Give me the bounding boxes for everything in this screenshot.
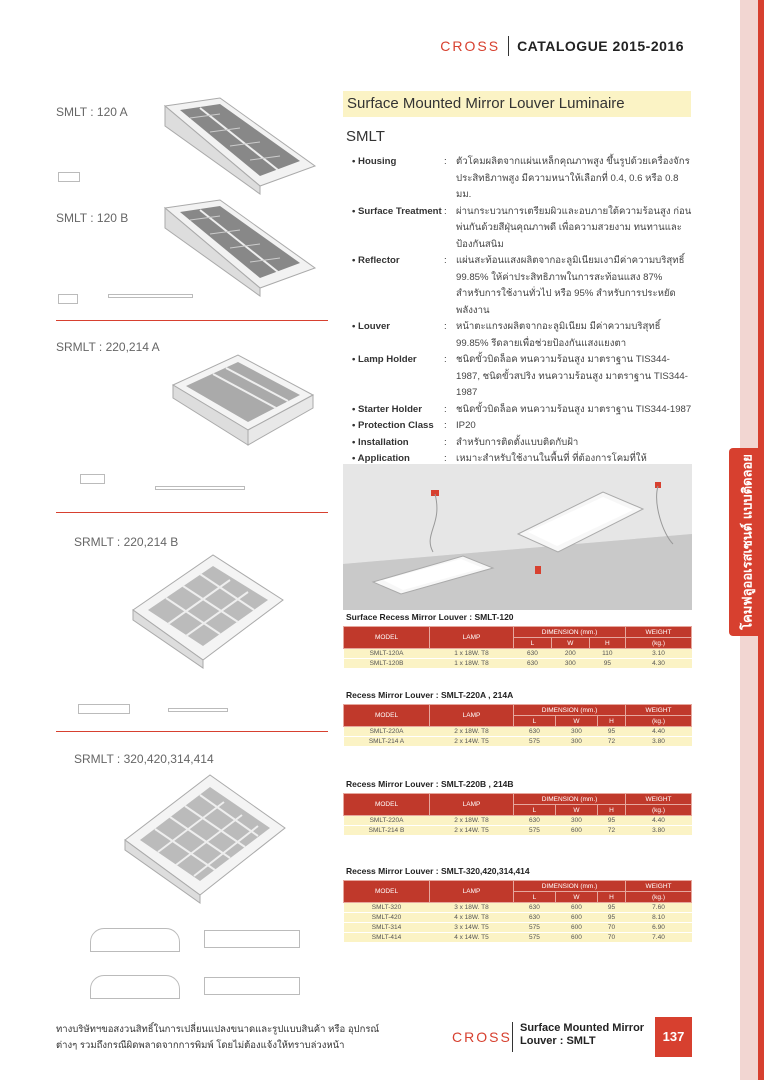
dimension-drawing (58, 172, 80, 182)
header-l: L (514, 892, 556, 903)
product-label: SRMLT : 220,214 B (74, 535, 179, 549)
spec-colon: : (444, 321, 447, 332)
spec-row (352, 154, 692, 204)
table-cell: 300 (555, 727, 597, 737)
spec-key: • Lamp Holder (352, 354, 417, 365)
table-cell: 200 (551, 649, 589, 659)
table-cell: SMLT-214 A (344, 737, 430, 747)
table-cell: SMLT-320 (344, 903, 430, 913)
header-dimension: DIMENSION (mm.) (514, 794, 626, 805)
spec-value: ชนิดขั้วบิดล็อค ทนความร้อนสูง มาตราฐาน TIS344-1987 (456, 403, 692, 415)
footer-disclaimer (56, 1022, 379, 1054)
spec-list (352, 154, 692, 517)
table-cell: 300 (555, 737, 597, 747)
table-cell: 2 x 18W. T8 (430, 816, 514, 826)
product-image (160, 198, 320, 298)
header-dimension: DIMENSION (mm.) (514, 881, 626, 892)
table-cell: 1 x 18W. T8 (430, 659, 514, 669)
table-cell: 4.40 (626, 727, 692, 737)
table-cell: 95 (597, 903, 625, 913)
table-cell: 600 (555, 913, 597, 923)
spec-key: • Starter Holder (352, 403, 422, 415)
divider-line (56, 320, 328, 321)
product-label: SRMLT : 320,420,314,414 (74, 752, 214, 766)
header-w: W (555, 716, 597, 727)
table-cell: 4 x 14W. T5 (430, 933, 514, 943)
table-cell: SMLT-220A (344, 727, 430, 737)
dimension-drawing (78, 704, 130, 714)
table-cell: 1 x 18W. T8 (430, 649, 514, 659)
table-cell: SMLT-120B (344, 659, 430, 669)
footer-title-line: Surface Mounted Mirror (520, 1022, 645, 1034)
table-cell: 575 (514, 826, 556, 836)
product-title: Surface Mounted Mirror Louver Luminaire (347, 95, 625, 112)
header-lamp: LAMP (430, 705, 514, 727)
spec-row (352, 418, 692, 435)
divider-line (56, 731, 328, 732)
spec-colon: : (444, 156, 447, 167)
dimension-drawing (204, 977, 300, 995)
table-cell: 8.10 (626, 913, 692, 923)
table-cell: 600 (555, 826, 597, 836)
table-cell: 4 x 18W. T8 (430, 913, 514, 923)
header-kg: (kg.) (626, 638, 692, 649)
table-cell: 575 (514, 923, 556, 933)
table-cell: 4.30 (626, 659, 692, 669)
table-cell: 7.40 (626, 933, 692, 943)
header-dimension: DIMENSION (mm.) (514, 705, 626, 716)
table-row (344, 649, 692, 659)
table-cell: 2 x 18W. T8 (430, 727, 514, 737)
table-cell: SMLT-214 B (344, 826, 430, 836)
table-cell: 575 (514, 933, 556, 943)
table-cell: 4.40 (626, 816, 692, 826)
product-image (168, 350, 318, 450)
model-code: SMLT (346, 128, 385, 145)
table-cell: 3.10 (626, 649, 692, 659)
header-weight: WEIGHT (626, 627, 692, 638)
spec-colon: : (444, 403, 447, 415)
spec-value: ชนิดขั้วบิดล็อค ทนความร้อนสูง มาตราฐาน TIS344-1987, ชนิดขั้วสปริง ทนความร้อนสูง มาตราฐาน TIS344-1987 (456, 354, 688, 398)
table-row (344, 816, 692, 826)
table-title: Surface Recess Mirror Louver : SMLT-120 (346, 612, 514, 622)
spec-table (343, 880, 692, 943)
header-weight: WEIGHT (626, 794, 692, 805)
footer-brand-logo: CROSS (452, 1029, 512, 1045)
footer-title (520, 1022, 644, 1048)
table-cell: 630 (514, 659, 552, 669)
spec-key: • Application (352, 453, 410, 464)
disclaimer-line: ต่างๆ รวมถึงกรณีผิดพลาดจากการพิมพ์ โดยไม่ต้องแจ้งให้ทราบล่วงหน้า (56, 1040, 345, 1051)
section-tab (729, 448, 764, 636)
table-cell: 6.90 (626, 923, 692, 933)
table-cell: 630 (514, 913, 556, 923)
spec-colon: : (444, 354, 447, 365)
spec-table (343, 704, 692, 747)
table-cell: SMLT-220A (344, 816, 430, 826)
table-row (344, 727, 692, 737)
spec-table (343, 793, 692, 836)
page-number: 137 (655, 1017, 692, 1057)
header-kg: (kg.) (626, 892, 692, 903)
table-header-row (344, 794, 692, 805)
product-label: SMLT : 120 A (56, 105, 128, 119)
spec-value: เหมาะสำหรับใช้งานในพื้นที่ ที่ต้องการโคมที่ให้ (456, 453, 647, 464)
table-header-row (344, 705, 692, 716)
spec-key: • Surface Treatment (352, 205, 442, 217)
dimension-drawing (80, 474, 105, 484)
table-cell: 72 (597, 737, 625, 747)
product-title-bar (343, 91, 691, 117)
spec-row (352, 352, 692, 402)
spec-row (352, 435, 692, 452)
header-lamp: LAMP (430, 627, 514, 649)
dimension-drawing (155, 486, 245, 490)
header-model: MODEL (344, 705, 430, 727)
header-w: W (551, 638, 589, 649)
header-weight: WEIGHT (626, 705, 692, 716)
table-cell: 110 (589, 649, 625, 659)
page-header (440, 36, 684, 56)
dimension-drawing (90, 975, 180, 999)
header-h: H (589, 638, 625, 649)
table-cell: 95 (589, 659, 625, 669)
table-cell: 95 (597, 727, 625, 737)
table-cell: 600 (555, 933, 597, 943)
header-weight: WEIGHT (626, 881, 692, 892)
table-title: Recess Mirror Louver : SMLT-320,420,314,414 (346, 866, 530, 876)
table-row (344, 913, 692, 923)
header-h: H (597, 892, 625, 903)
table-cell: 3.80 (626, 826, 692, 836)
dimension-drawing (58, 294, 78, 304)
spec-value: แผ่นสะท้อนแสงผลิตจากอะลูมิเนียมเงามีค่าความบริสุทธิ์ 99.85% ให้ค่าประสิทธิภาพในการสะท้อนแสง 87% สำหรับการใช้งานทั่วไป หรือ 95% สำหรับการประหยัดพลังงาน (456, 255, 685, 316)
spec-table (343, 626, 692, 669)
header-dimension: DIMENSION (mm.) (514, 627, 626, 638)
table-header-row (344, 627, 692, 638)
header-lamp: LAMP (430, 881, 514, 903)
header-kg: (kg.) (626, 716, 692, 727)
spec-row (352, 253, 692, 319)
table-row (344, 903, 692, 913)
table-cell: 2 x 14W. T5 (430, 737, 514, 747)
header-l: L (514, 805, 556, 816)
header-model: MODEL (344, 627, 430, 649)
spec-colon: : (444, 436, 447, 448)
catalogue-title: CATALOGUE 2015-2016 (517, 38, 684, 54)
table-cell: SMLT-420 (344, 913, 430, 923)
spec-row (352, 402, 692, 419)
table-row (344, 933, 692, 943)
spec-row (352, 319, 692, 352)
spec-row (352, 204, 692, 254)
product-label: SRMLT : 220,214 A (56, 340, 160, 354)
brand-logo: CROSS (440, 38, 501, 54)
table-cell: 72 (597, 826, 625, 836)
header-kg: (kg.) (626, 805, 692, 816)
table-cell: 300 (551, 659, 589, 669)
header-w: W (555, 805, 597, 816)
table-cell: 600 (555, 903, 597, 913)
table-title: Recess Mirror Louver : SMLT-220A , 214A (346, 690, 514, 700)
spec-colon: : (444, 255, 447, 266)
table-cell: 7.60 (626, 903, 692, 913)
product-image (120, 770, 290, 905)
table-row (344, 659, 692, 669)
spec-value: ตัวโคมผลิตจากแผ่นเหล็กคุณภาพสูง ขึ้นรูปด้วยเครื่องจักรประสิทธิภาพสูง มีความหนาให้เลือกที่ 0.4, 0.6 หรือ 0.8 มม. (456, 156, 690, 200)
table-cell: 95 (597, 816, 625, 826)
product-image (160, 96, 320, 196)
table-cell: 630 (514, 903, 556, 913)
table-row (344, 826, 692, 836)
table-cell: 630 (514, 649, 552, 659)
table-row (344, 923, 692, 933)
header-model: MODEL (344, 881, 430, 903)
table-title: Recess Mirror Louver : SMLT-220B , 214B (346, 779, 514, 789)
spec-key: • Reflector (352, 255, 400, 266)
spec-colon: : (444, 205, 447, 217)
spec-value: หน้าตะแกรงผลิตจากอะลูมิเนียม มีค่าความบริสุทธิ์ 99.85% รีดลายเพื่อช่วยป้องกันแสงแยงตา (456, 321, 661, 349)
dimension-drawing (168, 708, 228, 712)
product-image (128, 550, 288, 670)
footer-divider (512, 1022, 513, 1052)
table-cell: 95 (597, 913, 625, 923)
spec-key: • Protection Class (352, 420, 434, 431)
table-cell: 70 (597, 923, 625, 933)
header-h: H (597, 716, 625, 727)
header-h: H (597, 805, 625, 816)
spec-value: ผ่านกระบวนการเตรียมผิวและอบภายใต้ความร้อนสูง ก่อนพ่นกันด้วยสีฝุ่นคุณภาพดี เพื่อความสวยงาม ทนทานและป้องกันสนิม (456, 205, 692, 250)
table-cell: 3 x 18W. T8 (430, 903, 514, 913)
header-l: L (514, 638, 552, 649)
table-cell: 70 (597, 933, 625, 943)
table-row (344, 737, 692, 747)
product-label: SMLT : 120 B (56, 211, 129, 225)
header-w: W (555, 892, 597, 903)
table-cell: SMLT-314 (344, 923, 430, 933)
table-cell: SMLT-120A (344, 649, 430, 659)
section-tab-label: โคมฟลูออเรสเซนต์ แบบติดลอย (739, 454, 754, 630)
spec-colon: : (444, 453, 447, 464)
spec-key: • Louver (352, 321, 391, 332)
table-cell: 630 (514, 727, 556, 737)
table-cell: 2 x 14W. T5 (430, 826, 514, 836)
table-cell: 630 (514, 816, 556, 826)
spec-value: สำหรับการติดตั้งแบบติดกับฝ้า (456, 436, 579, 448)
table-cell: SMLT-414 (344, 933, 430, 943)
footer-title-line: Louver : SMLT (520, 1035, 596, 1047)
table-cell: 300 (555, 816, 597, 826)
dimension-drawing (108, 294, 193, 298)
dimension-drawing (90, 928, 180, 952)
disclaimer-line: ทางบริษัทฯขอสงวนสิทธิ์ในการเปลี่ยนแปลงขนาดและรูปแบบสินค้า หรือ อุปกรณ์ (56, 1024, 380, 1035)
header-divider (508, 36, 509, 56)
table-cell: 3 x 14W. T5 (430, 923, 514, 933)
table-header-row (344, 881, 692, 892)
spec-value: IP20 (456, 420, 476, 431)
header-l: L (514, 716, 556, 727)
spec-colon: : (444, 420, 447, 431)
dimension-drawing (204, 930, 300, 948)
installation-photo (343, 464, 692, 610)
table-cell: 600 (555, 923, 597, 933)
divider-line (56, 512, 328, 513)
header-lamp: LAMP (430, 794, 514, 816)
table-cell: 575 (514, 737, 556, 747)
spec-key: • Installation (352, 436, 409, 448)
table-cell: 3.80 (626, 737, 692, 747)
header-model: MODEL (344, 794, 430, 816)
spec-key: • Housing (352, 156, 397, 167)
